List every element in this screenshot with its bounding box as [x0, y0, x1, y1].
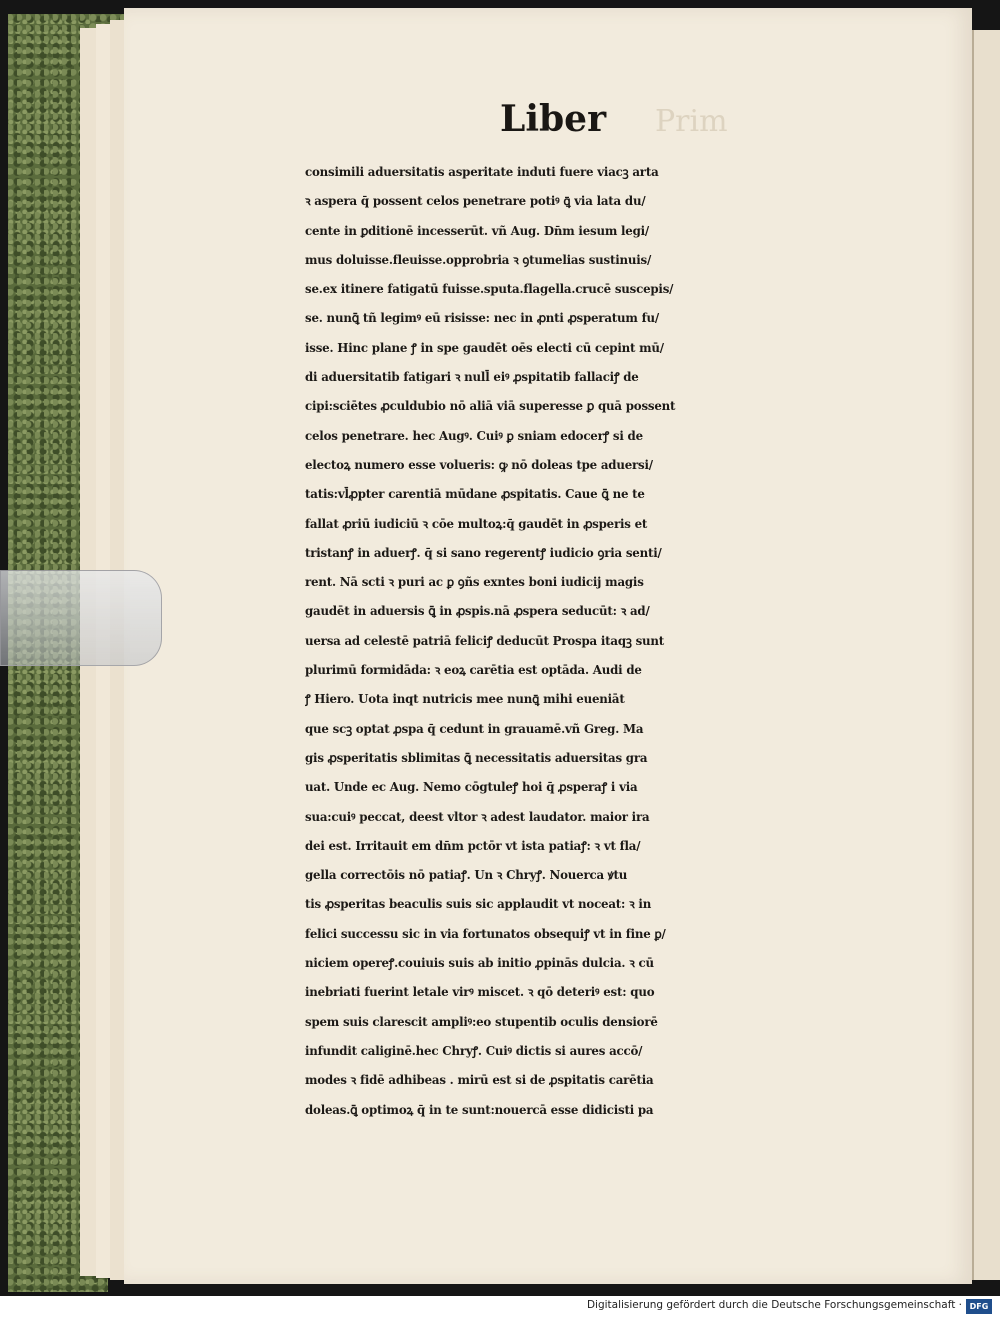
text-line: gaudēt in aduersis ꝗ̄ in ꝓspis.nā ꝓspera seducūt: ꝛ ad/	[305, 604, 650, 619]
text-line: ꝛ aspera q̄ possent celos penetrare potiꝰ ꝗ̄ via lata du/	[305, 194, 646, 209]
text-line: uat. Unde ec Aug. Nemo cōgtuleꝭ hoi q̄ ꝓsperaꝭ i via	[305, 780, 638, 795]
glass-page-holder	[0, 570, 162, 666]
page-title: Liber	[500, 98, 607, 140]
text-line: di aduersitatib fatigari ꝛ null̄ eiꝰ ꝓspitatib fallaciꝭ de	[305, 370, 639, 385]
text-line: celos penetrare. hec Augꝰ. Cuiꝰ ꝑ sniam edocerꝭ si de	[305, 428, 643, 443]
text-line: consimili aduersitatis asperitate induti fuere viacꝫ arta	[305, 165, 659, 179]
text-line: gis ꝓsperitatis sblimitas ꝗ̄ necessitatis aduersitas gra	[305, 750, 648, 765]
text-line: gella correctōis nō patiaꝭ. Un ꝛ Chryꝭ. Nouerca ꝟtu	[305, 868, 628, 883]
bleed-through-text: Prim	[655, 104, 728, 139]
footer-bar	[0, 1296, 1000, 1317]
text-line: inebriati fuerint letale virꝰ miscet. ꝛ qō deteriꝰ est: quo	[305, 985, 655, 1000]
text-line: fallat ꝓriū iudiciū ꝛ cōe multoꝝ:q̄ gaudēt in ꝓsperis et	[305, 516, 648, 531]
text-line: cente in ꝑditionē incesserūt. vñ Aug. Dn̄m iesum legi/	[305, 223, 650, 238]
text-line: isse. Hinc plane ꝭ in spe gaudēt oēs electi cū cepint mū/	[305, 340, 664, 355]
text-line: infundit caliginē.hec Chryꝭ. Cuiꝰ dictis si aures accō/	[305, 1043, 643, 1058]
text-line: que scꝫ optat ꝓspa q̄ cedunt in grauamē.vñ Greg. Ma	[305, 721, 644, 736]
dfg-logo-icon: DFG	[966, 1299, 992, 1314]
text-line: cipi:sciētes ꝓculdubio nō aliā viā superesse ꝑ quā possent	[305, 399, 676, 414]
text-line: sua:cuiꝰ peccat, deest vltor ꝛ adest laudator. maior ira	[305, 809, 650, 824]
text-line: dei est. Irritauit em dn̄m pctōr vt ista patiaꝭ: ꝛ vt fla/	[305, 838, 641, 853]
facing-page-edge	[972, 30, 1000, 1280]
text-line: tis ꝓsperitas beaculis suis sic applaudit vt noceat: ꝛ in	[305, 897, 652, 912]
text-line: se. nunꝗ̄ tñ legimꝰ eū risisse: nec in ꝓnti ꝓsperatum fu/	[305, 311, 659, 326]
text-line: niciem opereꝭ.couiuis suis ab initio ꝓpinās dulcia. ꝛ cū	[305, 956, 654, 971]
text-line: uersa ad celestē patriā feliciꝭ deducūt Prospa itaqꝫ sunt	[305, 633, 665, 648]
text-line: doleas.ꝗ̄ optimoꝝ q̄ in te sunt:nouercā esse didicisti pa	[305, 1102, 654, 1117]
text-line: ꝭ Hiero. Uota inqt nutricis mee nunꝗ̄ mihi eueniāt	[305, 692, 625, 707]
text-line: se.ex itinere fatigatū fuisse.sputa.flagella.crucē suscepis/	[305, 282, 674, 297]
text-line: plurimū formidāda: ꝛ eoꝝ carētia est optāda. Audi de	[305, 663, 642, 678]
text-line: modes ꝛ fidē adhibeas . mirū est si de ꝓspitatis carētia	[305, 1073, 654, 1088]
text-line: tristanꝭ in aduerꝭ. q̄ si sano regerentꝭ iudicio ꝯria senti/	[305, 545, 662, 560]
text-line: felici successu sic in via fortunatos obsequiꝭ vt in fine ꝑ/	[305, 926, 666, 941]
text-line: electoꝝ numero esse volueris: ꝙ nō doleas tpe aduersi/	[305, 457, 653, 472]
funding-credit: Digitalisierung gefördert durch die Deutsche Forschungsgemeinschaft ·	[586, 1299, 962, 1311]
page-text-block	[305, 158, 905, 1125]
text-line: spem suis clarescit ampliꝰ:eo stupentib oculis densiorē	[305, 1014, 658, 1029]
text-line: tatis:vl̄ꝓpter carentiā mūdane ꝓspitatis. Caue ꝗ̄ ne te	[305, 487, 645, 502]
text-line: rent. Nā scti ꝛ puri ac ꝑ ꝯñs exntes boni iudicij magis	[305, 575, 644, 590]
text-line: mus doluisse.fleuisse.opprobria ꝛ ꝯtumelias sustinuis/	[305, 252, 652, 267]
